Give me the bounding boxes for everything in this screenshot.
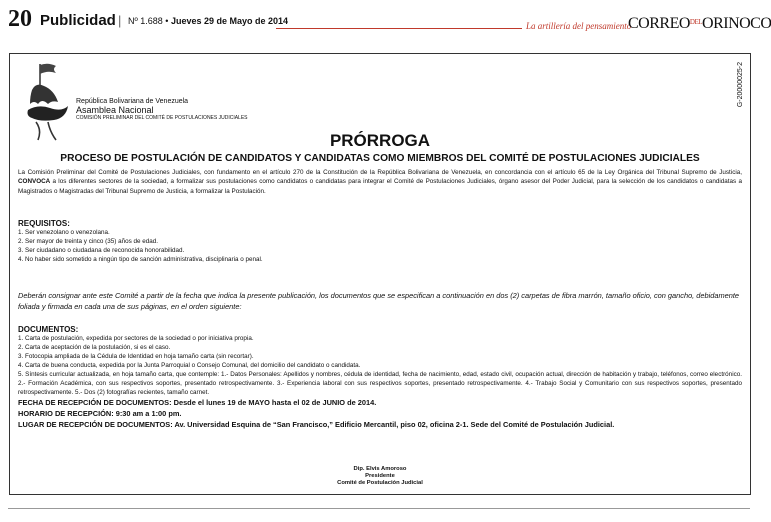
issue-date: Jueves 29 de Mayo de 2014 (170, 16, 289, 26)
requisitos-heading: REQUISITOS: (18, 219, 70, 228)
issue-number: Nº 1.688 • (128, 16, 171, 26)
signatory-name: Dip. Elvis Amoroso (353, 466, 407, 472)
newspaper-logo: $CORREO^{DEL}ORINOCO$ (628, 15, 771, 32)
reference-code: G-20000025-2 (737, 62, 744, 108)
notice-box (9, 53, 751, 495)
reception-hours: HORARIO DE RECEPCIÓN: 9:30 am a 1:00 pm. (18, 409, 182, 418)
documentos-heading: DOCUMENTOS: (18, 325, 79, 334)
assembly-emblem-icon (18, 60, 74, 142)
page-header (8, 6, 771, 34)
list-item: 3. Fotocopia ampliada de la Cédula de Identidad en hoja tamaño carta (sin recortar). (18, 353, 254, 360)
notice-subtitle: PROCESO DE POSTULACIÓN DE CANDIDATOS Y CANDIDATAS COMO MIEMBROS DEL COMITÉ DE POSTULACIONES JUDICIALES (60, 153, 700, 164)
list-item: 2. Ser mayor de treinta y cinco (35) años de edad. (18, 238, 159, 245)
documentos-section (18, 325, 742, 430)
institution-block: República Bolivariana de Venezuela Asamblea Nacional COMISIÓN PRELIMINAR DEL COMITÉ DE POSTULACIONES JUDICIALES (76, 98, 248, 121)
list-item: 1. Carta de postulación, expedida por sectores de la sociedad o por iniciativa propia. (18, 335, 254, 342)
list-item: 3. Ser ciudadano o ciudadana de reconocida honorabilidad. (18, 247, 185, 254)
submission-note: Deberán consignar ante este Comité a partir de la fecha que indica la presente publicación, los documentos que se especifican a continuación en dos (2) carpetas de fibra marrón, tamaño oficio, con gancho, debidamente foliada y firmada en cada una de sus páginas, en el orden siguiente: (18, 291, 740, 311)
section-title: Publicidad (40, 12, 116, 29)
signature-block (10, 466, 750, 487)
reception-place: LUGAR DE RECEPCIÓN DE DOCUMENTOS: Av. Universidad Esquina de “San Francisco,” Edificio Mercantil, piso 02, oficina 2-1. Sede del Comité de Postulación Judicial. (18, 420, 615, 429)
issue-info (128, 16, 288, 26)
header-red-rule (276, 28, 522, 29)
list-item: 1. Ser venezolano o venezolana. (18, 229, 110, 236)
page-number: 20 (8, 6, 32, 32)
newspaper-tagline: La artillería del pensamiento (526, 21, 632, 31)
signatory-role: Presidente (365, 473, 395, 479)
list-item: 5. Síntesis curricular actualizada, en hoja tamaño carta, que contemple: 1.- Datos Personales: Apellidos y nombres, cédula de identidad, fecha de nacimiento, edad, estado civil, ocupación actual, dirección de habitación y trabajo, teléfonos, correo electrónico. 2.- Formación Académica, con sus respectivos soportes, presentado retrospectivamente. 3.- Experiencia laboral con sus respectivos soportes, presentado retrospectivamente. 4.- Trabajo Social y Comunitario con sus respectivos soportes, presentado retrospectivamente. 5.- Dos (2) fotografías recientes, tamaño carnet. (18, 371, 742, 396)
signatory-body: Comité de Postulación Judicial (337, 480, 423, 486)
list-item: 2. Carta de aceptación de la postulación, si es el caso. (18, 344, 171, 351)
notice-title: PRÓRROGA (329, 131, 431, 150)
header-separator: | (118, 13, 122, 28)
list-item: 4. Carta de buena conducta, expedida por la Junta Parroquial o Consejo Comunal, del domicilio del candidato o candidata. (18, 362, 361, 369)
intro-paragraph: La Comisión Preliminar del Comité de Postulaciones Judiciales, con fundamento en el artículo 270 de la Constitución de la República Bolivariana de Venezuela, en concordancia con el artículo 65 de la Ley Orgánica del Tribunal Supremo de Justicia, CONVOCA a los diferentes sectores de la sociedad, a formalizar sus postulaciones como candidatos o candidatas para integrar el Comité de Postulaciones Judiciales, órgano asesor del Poder Judicial, para la selección de los candidatos o candidatas a Magistrados o Magistradas del Tribunal Supremo de Justicia, a formalizar la Postulación. (18, 169, 742, 195)
requisitos-section (18, 219, 742, 264)
reception-dates: FECHA DE RECEPCIÓN DE DOCUMENTOS: Desde el lunes 19 de MAYO hasta el 02 de JUNIO de 2014. (18, 398, 377, 407)
bottom-rule (8, 508, 750, 509)
list-item: 4. No haber sido sometido a ningún tipo de sanción administrativa, disciplinaria o penal. (18, 256, 263, 263)
